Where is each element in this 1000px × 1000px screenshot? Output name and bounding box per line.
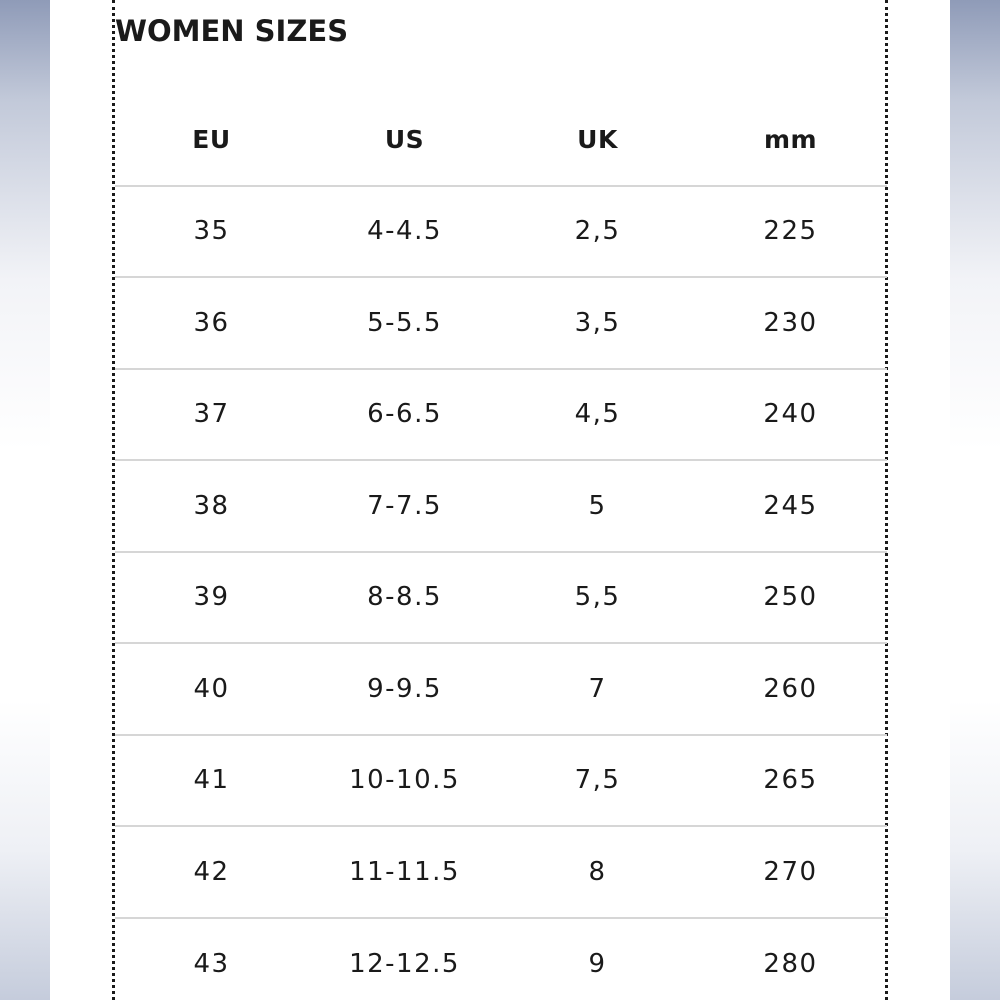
cell-eu: 40	[193, 673, 230, 704]
table-row	[115, 187, 887, 279]
cell-eu: 42	[193, 856, 230, 887]
cell-eu: 37	[193, 399, 230, 430]
cell-us: 10-10.5	[349, 765, 460, 796]
cell-eu: 43	[193, 949, 230, 980]
cell-us: 11-11.5	[349, 856, 460, 887]
cell-us: 7-7.5	[367, 490, 442, 521]
size-chart-card	[50, 0, 950, 1000]
cell-uk: 5	[588, 490, 607, 521]
table-header-row	[115, 95, 887, 187]
table-row	[115, 736, 887, 828]
cell-mm: 280	[763, 949, 818, 980]
right-background-band	[950, 0, 1000, 1000]
cell-mm: 225	[763, 216, 818, 247]
cell-us: 9-9.5	[367, 673, 442, 704]
cell-us: 8-8.5	[367, 582, 442, 613]
cell-us: 4-4.5	[367, 216, 442, 247]
cell-mm: 230	[763, 307, 818, 338]
cell-uk: 7,5	[574, 765, 621, 796]
table-row	[115, 644, 887, 736]
cell-eu: 35	[193, 216, 230, 247]
cell-uk: 9	[588, 949, 607, 980]
size-table	[115, 95, 887, 1000]
cell-uk: 4,5	[574, 399, 621, 430]
page-title: WOMEN SIZES	[115, 14, 349, 48]
cell-eu: 36	[193, 307, 230, 338]
column-header-mm: mm	[763, 125, 818, 155]
table-row	[115, 278, 887, 370]
cell-us: 6-6.5	[367, 399, 442, 430]
cell-uk: 8	[588, 856, 607, 887]
table-row	[115, 553, 887, 645]
cell-eu: 38	[193, 490, 230, 521]
cell-uk: 7	[588, 673, 607, 704]
column-header-uk: UK	[577, 125, 618, 155]
cell-uk: 2,5	[574, 216, 621, 247]
cell-us: 5-5.5	[367, 307, 442, 338]
table-body	[115, 187, 887, 1000]
left-background-band	[0, 0, 50, 1000]
cell-eu: 39	[193, 582, 230, 613]
table-row	[115, 919, 887, 1000]
cell-uk: 5,5	[574, 582, 621, 613]
cell-uk: 3,5	[574, 307, 621, 338]
cell-mm: 250	[763, 582, 818, 613]
table-row	[115, 827, 887, 919]
cell-us: 12-12.5	[349, 949, 460, 980]
cell-mm: 245	[763, 490, 818, 521]
cell-mm: 260	[763, 673, 818, 704]
cell-eu: 41	[193, 765, 230, 796]
cell-mm: 265	[763, 765, 818, 796]
table-row	[115, 461, 887, 553]
column-header-us: US	[384, 125, 425, 155]
cell-mm: 270	[763, 856, 818, 887]
table-row	[115, 370, 887, 462]
column-header-eu: EU	[192, 125, 231, 155]
cell-mm: 240	[763, 399, 818, 430]
